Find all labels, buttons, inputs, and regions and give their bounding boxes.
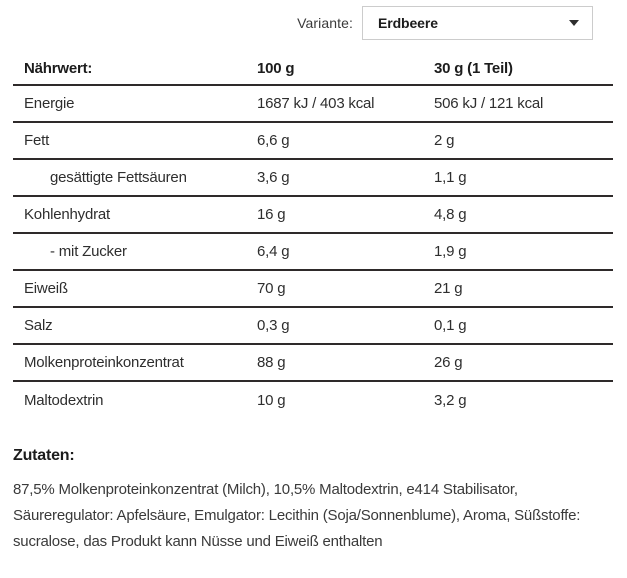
ingredients-text: 87,5% Molkenproteinkonzentrat (Milch), 10,5% Maltodextrin, e414 Stabilisator, Säureregulator: Apfelsäure, Emulgator: Lecithin (Soja/Sonnenblume), Aroma, Süßstoffe: sucralose, das Produkt kann Nüsse und Eiweiß enthalten	[13, 481, 581, 550]
table-row-mit-zucker	[13, 234, 613, 271]
header-per-30g: 30 g (1 Teil)	[434, 59, 513, 77]
row-label: gesättigte Fettsäuren	[50, 169, 187, 186]
nutrition-table-header	[13, 52, 613, 86]
header-nutrient: Nährwert:	[24, 59, 93, 77]
table-row-molkenproteinkonzentrat	[13, 345, 613, 382]
row-value-100g: 0,3 g	[257, 317, 290, 334]
row-label: Fett	[24, 132, 50, 149]
table-row-energie	[13, 86, 613, 123]
row-value-100g: 6,6 g	[257, 132, 290, 149]
table-row-eiweiss	[13, 271, 613, 308]
row-value-30g: 1,1 g	[434, 169, 467, 186]
table-row-kohlenhydrat	[13, 197, 613, 234]
row-value-100g: 88 g	[257, 354, 286, 371]
row-value-100g: 70 g	[257, 280, 286, 297]
row-value-30g: 1,9 g	[434, 243, 467, 260]
row-value-100g: 1687 kJ / 403 kcal	[257, 95, 375, 112]
row-value-30g: 4,8 g	[434, 206, 467, 223]
row-label: Molkenproteinkonzentrat	[24, 354, 184, 371]
row-label: - mit Zucker	[50, 243, 127, 260]
table-row-fett	[13, 123, 613, 160]
row-value-30g: 26 g	[434, 354, 463, 371]
row-label: Kohlenhydrat	[24, 206, 110, 223]
row-label: Eiweiß	[24, 280, 68, 297]
row-value-100g: 3,6 g	[257, 169, 290, 186]
row-value-100g: 10 g	[257, 392, 286, 409]
row-value-100g: 16 g	[257, 206, 286, 223]
table-row-maltodextrin	[13, 382, 613, 419]
row-value-30g: 0,1 g	[434, 317, 467, 334]
variant-label: Variante:	[297, 15, 353, 31]
chevron-down-icon	[569, 20, 579, 26]
row-value-30g: 3,2 g	[434, 392, 467, 409]
row-value-30g: 21 g	[434, 280, 463, 297]
variant-select[interactable]	[362, 6, 593, 40]
table-row-salz	[13, 308, 613, 345]
header-per-100g: 100 g	[257, 59, 295, 77]
nutrition-table	[13, 52, 613, 419]
row-label: Maltodextrin	[24, 392, 104, 409]
variant-selector-row	[0, 0, 627, 42]
row-value-100g: 6,4 g	[257, 243, 290, 260]
table-row-gesaettigte-fettsaeuren	[13, 160, 613, 197]
row-value-30g: 2 g	[434, 132, 455, 149]
variant-selected-value: Erdbeere	[378, 15, 438, 31]
ingredients-title: Zutaten:	[13, 447, 75, 464]
row-label: Salz	[24, 317, 53, 334]
row-value-30g: 506 kJ / 121 kcal	[434, 95, 544, 112]
ingredients-section	[13, 447, 614, 555]
row-label: Energie	[24, 95, 75, 112]
